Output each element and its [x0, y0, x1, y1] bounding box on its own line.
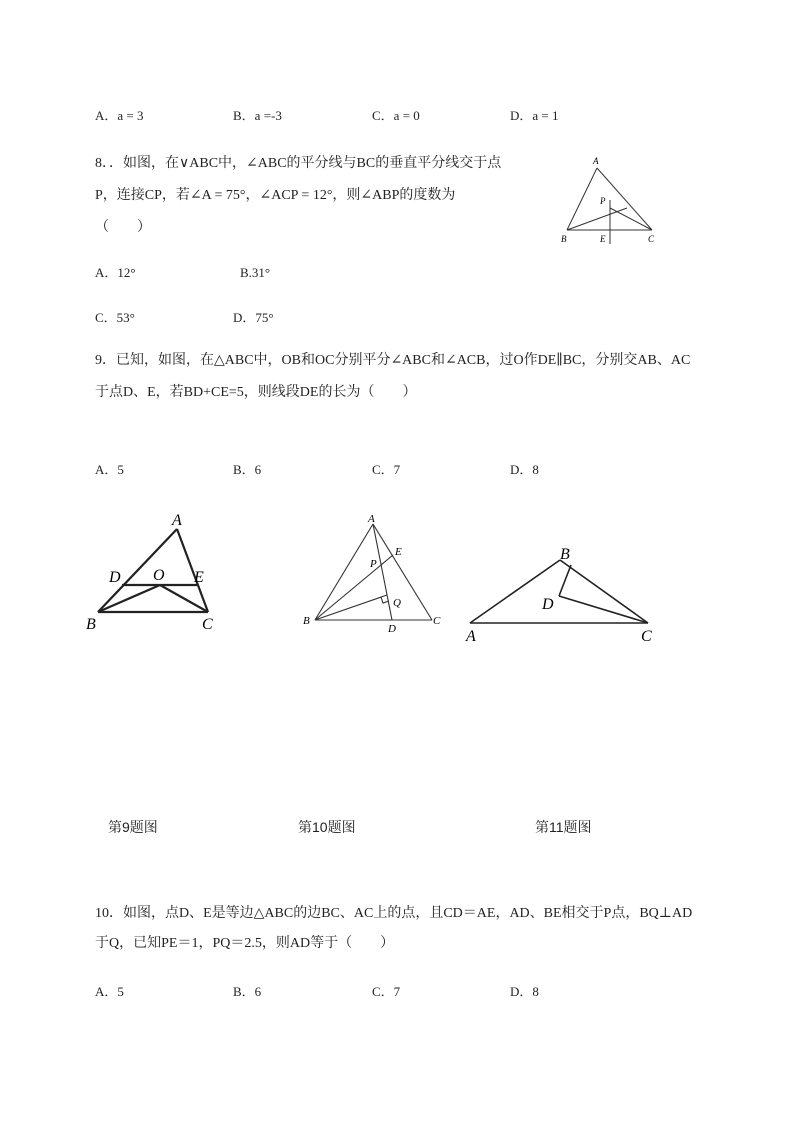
q10-option-b: B．6: [233, 984, 262, 999]
q8-label-b: B: [561, 234, 567, 244]
q10-stem-line2: 于Q，已知PE＝1，PQ＝2.5，则AD等于（ ）: [95, 936, 395, 951]
q10-figure: [295, 510, 455, 640]
q9-label-a: A: [172, 512, 182, 529]
q10-label-b: B: [303, 615, 310, 627]
q7-option-c: C．a = 0: [372, 108, 420, 123]
q9-label-e: E: [194, 569, 204, 586]
q9-option-c: C．7: [372, 462, 401, 477]
q9-label-d: D: [109, 569, 121, 586]
q8-stem-line1: 8．．如图，在∨ABC中，∠ABC的平分线与BC的垂直平分线交于点: [95, 156, 502, 171]
q8-option-b: B.31°: [240, 265, 271, 280]
q8-option-a: A．12°: [95, 265, 136, 280]
q10-label-c: C: [433, 615, 441, 627]
q9-stem-line2: 于点D、E，若BD+CE=5，则线段DE的长为（ ）: [95, 385, 417, 400]
q8-stem-line3: （ ）: [95, 220, 151, 235]
q11-figure: [460, 535, 670, 650]
q9-label-c: C: [202, 616, 213, 633]
q8-label-e: E: [600, 234, 606, 244]
q9-option-a: A．5: [95, 462, 124, 477]
q9-figure: [80, 505, 230, 635]
q8-label-c: C: [648, 234, 655, 244]
q11-label-b: B: [560, 546, 570, 563]
q8-option-c: C．53°: [95, 310, 135, 325]
caption-figure-10: 第10题图: [298, 819, 356, 835]
q10-option-a: A．5: [95, 984, 124, 999]
q10-option-c: C．7: [372, 984, 401, 999]
q9-label-o: O: [153, 567, 165, 584]
q10-label-q: Q: [393, 597, 401, 609]
q7-option-a: A．a = 3: [95, 108, 144, 123]
q10-label-a: A: [368, 513, 375, 525]
q11-label-c: C: [641, 628, 652, 645]
q8-figure: [555, 152, 675, 252]
caption-figure-9: 第9题图: [108, 819, 158, 835]
q8-stem-line2: P，连接CP，若∠A = 75°，∠ACP = 12°，则∠ABP的度数为: [95, 188, 456, 203]
q8-option-d: D．75°: [233, 310, 274, 325]
q9-option-d: D．8: [510, 462, 539, 477]
q7-option-b: B．a =-3: [233, 108, 282, 123]
caption-figure-11: 第11题图: [535, 819, 592, 835]
q11-label-a: A: [466, 628, 476, 645]
q7-option-d: D．a = 1: [510, 108, 559, 123]
q10-label-e: E: [395, 546, 402, 558]
q11-label-d: D: [542, 596, 554, 613]
q10-label-d: D: [388, 623, 396, 635]
q9-option-b: B．6: [233, 462, 262, 477]
q9-stem-line1: 9．已知，如图，在△ABC中，OB和OC分别平分∠ABC和∠ACB，过O作DE∥BC，分别交AB、AC: [95, 353, 691, 368]
q8-label-a: A: [593, 156, 599, 166]
q10-stem-line1: 10．如图，点D、E是等边△ABC的边BC、AC上的点，且CD＝AE，AD、BE相交于P点，BQ⊥AD: [95, 906, 693, 921]
q8-label-p: P: [600, 196, 606, 206]
q10-label-p: P: [370, 558, 377, 570]
q9-label-b: B: [86, 616, 96, 633]
q10-option-d: D．8: [510, 984, 539, 999]
